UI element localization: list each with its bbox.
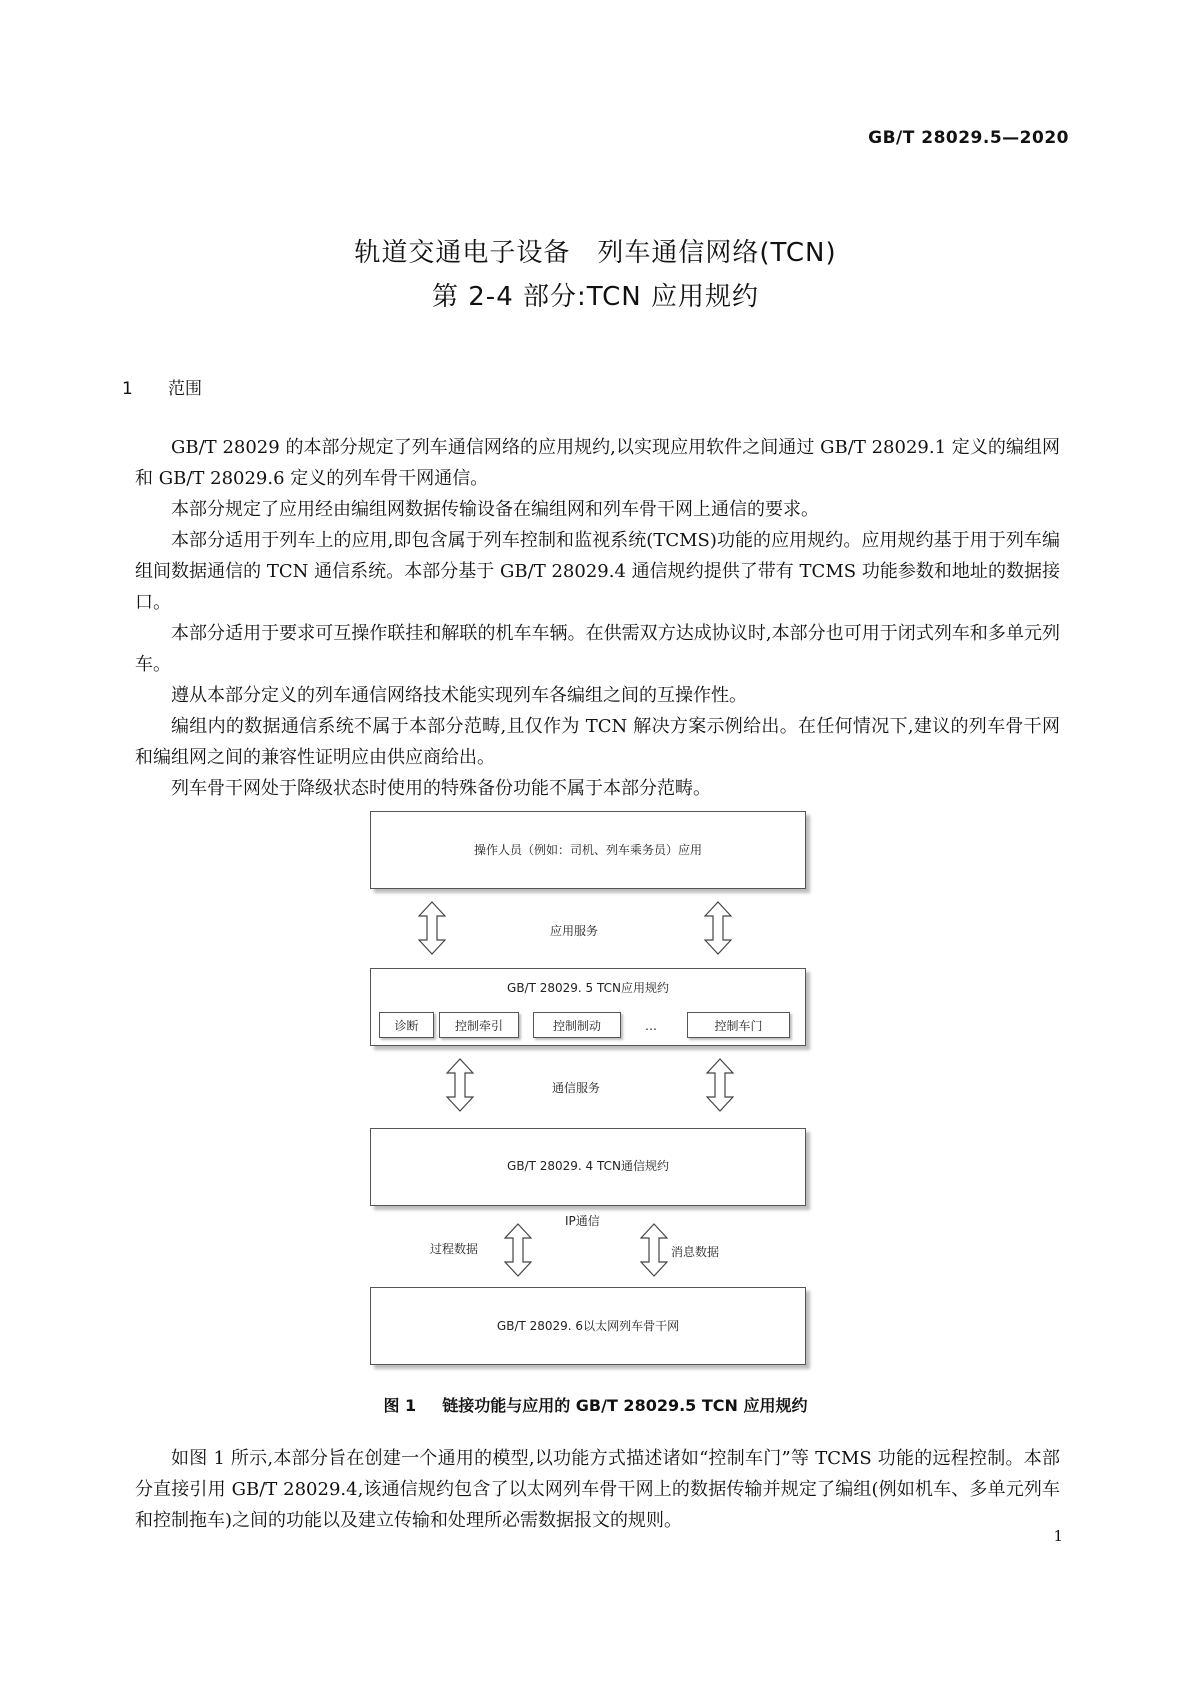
- figure-number: 图 1: [383, 1396, 417, 1415]
- paragraph: 如图 1 所示,本部分旨在创建一个通用的模型,以功能方式描述诸如“控制车门”等 TCMS 功能的远程控制。本部分直接引用 GB/T 28029.4,该通信规约包含了以太网列车骨干网上的数据传输并规定了编组(例如机车、多单元列车和控制拖车)之间的功能以及建立传输和处理所必需数据报文的规则。: [135, 1448, 1060, 1531]
- paragraph: 本部分规定了应用经由编组网数据传输设备在编组网和列车骨干网上通信的要求。: [171, 499, 819, 520]
- double-arrow-icon: [640, 1223, 668, 1277]
- figure-caption-text: 链接功能与应用的 GB/T 28029.5 TCN 应用规约: [442, 1396, 808, 1415]
- figure-1-caption: [0, 1393, 1191, 1416]
- paragraph: 本部分适用于要求可互操作联挂和解联的机车车辆。在供需双方达成协议时,本部分也可用于闭式列车和多单元列车。: [135, 623, 1060, 675]
- ethernet-train-backbone-box: [370, 1287, 806, 1365]
- function-traction-control-box: 控制牵引: [439, 1012, 519, 1038]
- paragraph: GB/T 28029 的本部分规定了列车通信网络的应用规约,以实现应用软件之间通过 GB/T 28029.1 定义的编组网和 GB/T 28029.6 定义的列车骨干网通信。: [135, 437, 1060, 489]
- communication-profile-box: [370, 1128, 806, 1206]
- double-arrow-icon: [706, 1058, 734, 1112]
- application-profile-box: [370, 968, 806, 1046]
- paragraph: 本部分适用于列车上的应用,即包含属于列车控制和监视系统(TCMS)功能的应用规约。应用规约基于用于列车编组间数据通信的 TCN 通信系统。本部分基于 GB/T 28029.4 通信规约提供了带有 TCMS 功能参数和地址的数据接口。: [135, 530, 1060, 613]
- communication-service-label: 通信服务: [552, 1081, 601, 1095]
- scope-body: [135, 432, 1060, 804]
- process-data-label: 过程数据: [430, 1242, 479, 1256]
- section-title: 范围: [168, 379, 202, 399]
- document-title-line1: 轨道交通电子设备 列车通信网络(TCN): [354, 238, 837, 268]
- ellipsis: …: [645, 1019, 657, 1033]
- message-data-label: 消息数据: [671, 1245, 720, 1259]
- function-brake-control-box: 控制制动: [533, 1012, 621, 1038]
- application-profile-label: GB/T 28029. 5 TCN应用规约: [507, 981, 669, 995]
- operator-application-label: 操作人员（例如：司机、列车乘务员）应用: [473, 843, 702, 857]
- double-arrow-icon: [446, 1058, 474, 1112]
- operator-application-box: [370, 811, 806, 889]
- function-door-control-box: 控制车门: [687, 1012, 790, 1038]
- double-arrow-icon: [418, 901, 446, 955]
- double-arrow-icon: [704, 901, 732, 955]
- document-code: GB/T 28029.5—2020: [868, 128, 1069, 148]
- paragraph: 编组内的数据通信系统不属于本部分范畴,且仅作为 TCN 解决方案示例给出。在任何情况下,建议的列车骨干网和编组网之间的兼容性证明应由供应商给出。: [135, 716, 1060, 768]
- ethernet-train-backbone-label: GB/T 28029. 6以太网列车骨干网: [496, 1319, 680, 1333]
- document-title-line2: 第 2-4 部分:TCN 应用规约: [432, 282, 759, 312]
- communication-profile-label: GB/T 28029. 4 TCN通信规约: [507, 1159, 669, 1173]
- section-number: 1: [122, 379, 133, 399]
- paragraph: 列车骨干网处于降级状态时使用的特殊备份功能不属于本部分范畴。: [171, 778, 711, 799]
- post-figure-body: [135, 1443, 1060, 1536]
- function-diagnosis-box: 诊断: [379, 1012, 434, 1038]
- application-service-label: 应用服务: [550, 924, 599, 938]
- figure-1-diagram: [370, 811, 820, 1371]
- section-heading-scope: [122, 374, 202, 399]
- page-number: 1: [1053, 1527, 1063, 1545]
- double-arrow-icon: [504, 1223, 532, 1277]
- ip-communication-label: IP通信: [565, 1214, 600, 1228]
- paragraph: 遵从本部分定义的列车通信网络技术能实现列车各编组之间的互操作性。: [171, 685, 747, 706]
